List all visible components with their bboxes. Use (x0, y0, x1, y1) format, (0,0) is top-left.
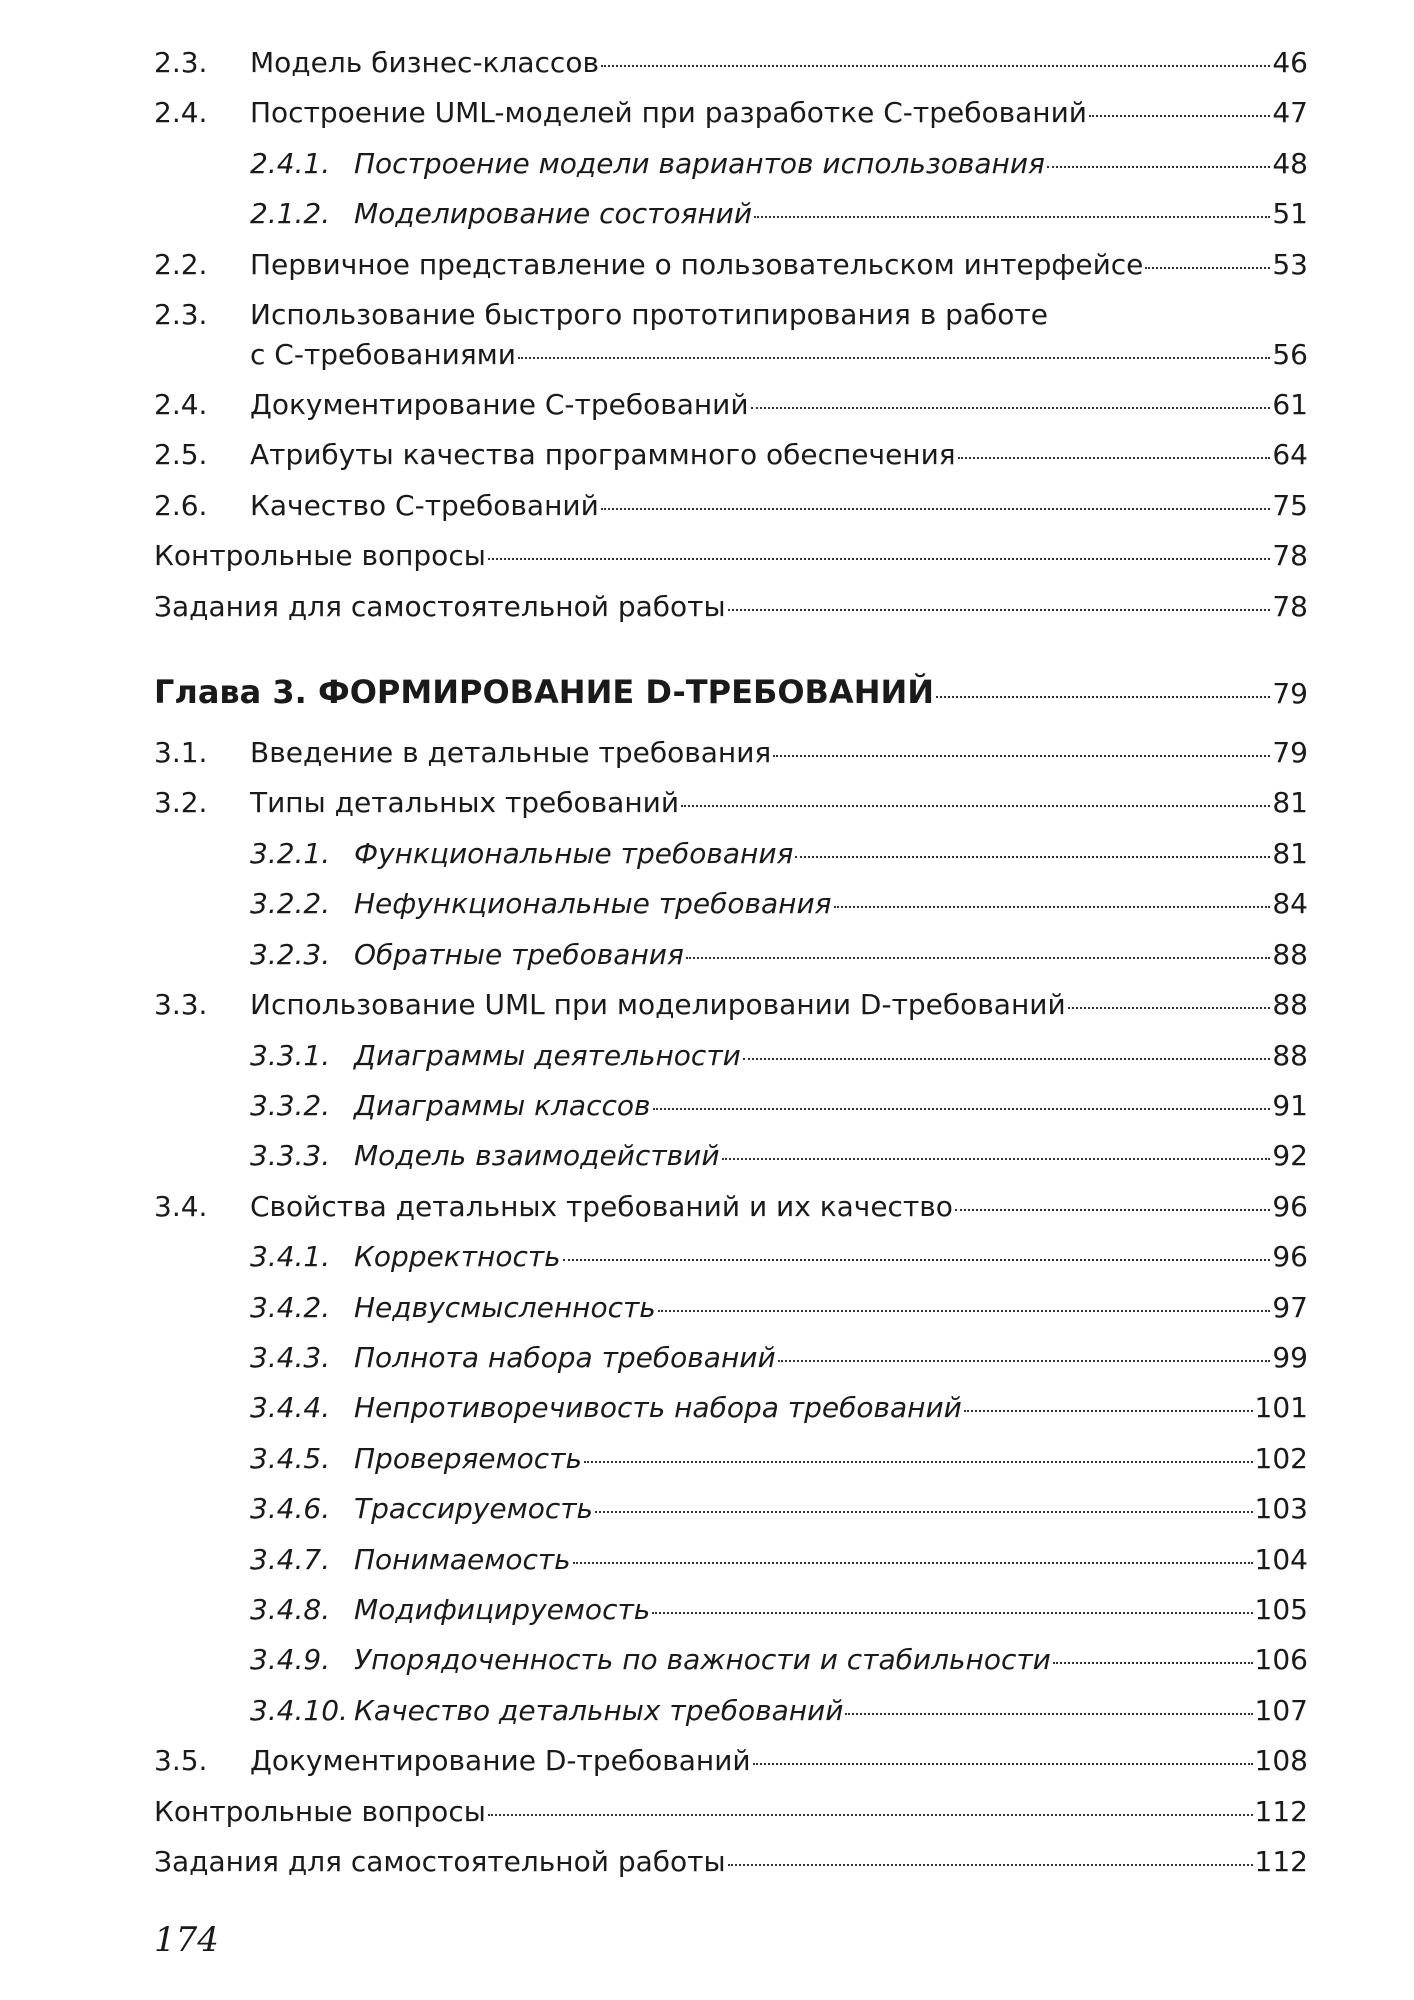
toc-subentry[interactable] (154, 1131, 1308, 1181)
toc-number: 3.2.3. (250, 937, 331, 971)
toc-page: 47 (1272, 96, 1308, 130)
toc-title: Контрольные вопросы (154, 539, 486, 573)
toc-number: 3.4.10. (250, 1693, 348, 1727)
toc-number: 3.4.2. (250, 1290, 331, 1324)
toc-page: 102 (1254, 1441, 1308, 1475)
toc-page: 46 (1272, 46, 1308, 79)
toc-subentry[interactable] (154, 1434, 1308, 1484)
toc-entry[interactable] (154, 380, 1308, 430)
toc-page: 64 (1272, 438, 1308, 472)
toc-title: Недвусмысленность (354, 1290, 656, 1324)
toc-subentry[interactable] (154, 829, 1308, 879)
dot-leader (1145, 267, 1270, 269)
toc-number: 3.1. (154, 736, 208, 770)
toc-number: 2.5. (154, 438, 208, 472)
toc-subentry[interactable] (154, 1585, 1308, 1635)
toc-subentry[interactable] (154, 879, 1308, 929)
toc-entry[interactable] (154, 1736, 1308, 1786)
toc-page: 112 (1254, 1794, 1308, 1828)
toc-page: 96 (1272, 1189, 1308, 1223)
toc-page: 103 (1254, 1492, 1308, 1526)
toc-subentry[interactable] (154, 189, 1308, 239)
toc-title: Качество С-требований (250, 488, 599, 522)
dot-leader (653, 1108, 1271, 1110)
toc-title: Модель взаимодействий (354, 1139, 720, 1173)
toc-number: 3.3.3. (250, 1139, 331, 1173)
toc-page: 61 (1272, 388, 1308, 422)
toc-subentry[interactable] (154, 1283, 1308, 1333)
dot-leader (1068, 1007, 1271, 1009)
toc-page: 104 (1254, 1542, 1308, 1576)
toc-number: 3.5. (154, 1744, 208, 1778)
toc-page: 99 (1272, 1340, 1308, 1374)
toc-page: 75 (1272, 488, 1308, 522)
toc-number: 3.2.1. (250, 836, 331, 870)
toc-title: Обратные требования (354, 937, 684, 971)
toc-title: Построение модели вариантов использования (354, 146, 1045, 180)
dot-leader (658, 1310, 1271, 1312)
toc-title: Задания для самостоятельной работы (154, 589, 726, 623)
dot-leader (743, 1058, 1271, 1060)
toc-subentry[interactable] (154, 1081, 1308, 1131)
dot-leader (754, 216, 1270, 218)
dot-leader (751, 407, 1271, 409)
toc-subentry[interactable] (154, 930, 1308, 980)
toc-title: Качество детальных требований (354, 1693, 844, 1727)
toc-page: 84 (1272, 887, 1308, 921)
toc-number: 3.4.6. (250, 1492, 331, 1526)
toc-title-line1: Использование быстрого прототипирования в работе (250, 298, 1048, 332)
dot-leader (584, 1461, 1253, 1463)
dot-leader (778, 1360, 1271, 1362)
toc-page: 78 (1272, 539, 1308, 573)
toc-title: Построение UML-моделей при разработке С-требований (250, 96, 1087, 130)
toc-page: 81 (1272, 786, 1308, 820)
toc-entry[interactable] (154, 430, 1308, 480)
toc-number: 3.2. (154, 786, 208, 820)
toc-subentry[interactable] (154, 139, 1308, 189)
toc-page: 88 (1272, 937, 1308, 971)
toc-number: 3.3. (154, 988, 208, 1022)
toc-number: 2.4. (154, 388, 208, 422)
dot-leader (595, 1511, 1252, 1513)
dot-leader (686, 957, 1271, 959)
toc-page: 79 (1272, 677, 1308, 711)
toc-entry[interactable] (154, 481, 1308, 531)
toc-number: 2.4.1. (250, 146, 331, 180)
toc-page: 88 (1272, 1038, 1308, 1072)
toc-number: 3.3.1. (250, 1038, 331, 1072)
toc-title: Контрольные вопросы (154, 1794, 486, 1828)
toc-number: 2.6. (154, 488, 208, 522)
dot-leader (722, 1158, 1271, 1160)
toc-title: Документирование D-требований (250, 1744, 751, 1778)
toc-number: 2.3. (154, 46, 208, 79)
page-number: 174 (154, 1920, 219, 1960)
dot-leader (955, 1209, 1270, 1211)
toc-number: 3.4.8. (250, 1592, 331, 1626)
toc-page: 91 (1272, 1088, 1308, 1122)
toc-page: 108 (1254, 1744, 1308, 1778)
toc-page: 53 (1272, 247, 1308, 281)
toc-title: Первичное представление о пользовательском интерфейсе (250, 247, 1144, 281)
toc-subentry[interactable] (154, 1333, 1308, 1383)
toc-title: Моделирование состояний (354, 197, 753, 231)
toc-page: 48 (1272, 146, 1308, 180)
dot-leader (1053, 1662, 1253, 1664)
dot-leader (518, 357, 1270, 359)
toc-subentry[interactable] (154, 1535, 1308, 1585)
toc-title: Использование UML при моделировании D-требований (250, 988, 1066, 1022)
toc-title: Полнота набора требований (354, 1340, 776, 1374)
toc-subentry[interactable] (154, 1635, 1308, 1685)
dot-leader (958, 457, 1271, 459)
toc-title: Задания для самостоятельной работы (154, 1845, 726, 1878)
toc-number: 3.4.4. (250, 1391, 331, 1425)
chapter-title: Глава 3. ФОРМИРОВАНИЕ D-ТРЕБОВАНИЙ (154, 673, 935, 712)
toc-number: 3.4.9. (250, 1643, 331, 1677)
toc-title: Введение в детальные требования (250, 736, 772, 770)
toc-number: 3.2.2. (250, 887, 331, 921)
toc-title: Диаграммы классов (354, 1088, 651, 1122)
toc-title: Диаграммы деятельности (354, 1038, 741, 1072)
toc-title: Трассируемость (354, 1492, 594, 1526)
dot-leader (573, 1562, 1253, 1564)
toc-page: 101 (1254, 1391, 1308, 1425)
dot-leader (601, 508, 1271, 510)
dot-leader (563, 1259, 1271, 1261)
dot-leader (728, 609, 1271, 611)
dot-leader (753, 1763, 1253, 1765)
dot-leader (1047, 166, 1270, 168)
toc-number: 2.4. (154, 96, 208, 130)
toc-title: Проверяемость (354, 1441, 582, 1475)
dot-leader (652, 1612, 1252, 1614)
toc-entry[interactable] (154, 38, 1308, 88)
toc-number: 3.4.3. (250, 1340, 331, 1374)
dot-leader (488, 1814, 1253, 1816)
toc-number: 2.1.2. (250, 197, 331, 231)
toc-subentry[interactable] (154, 1031, 1308, 1081)
dot-leader (728, 1864, 1253, 1866)
toc-page: 79 (1272, 736, 1308, 770)
dot-leader (681, 805, 1270, 807)
toc-subentry[interactable] (154, 1484, 1308, 1534)
toc-page: 78 (1272, 589, 1308, 623)
dot-leader (1089, 115, 1270, 117)
toc-entry[interactable] (154, 728, 1308, 778)
toc-page: 112 (1254, 1845, 1308, 1878)
toc-page: 96 (1272, 1240, 1308, 1274)
toc-entry-plain[interactable] (154, 531, 1308, 581)
toc-title: Непротиворечивость набора требований (354, 1391, 962, 1425)
toc-page: 56 (1272, 338, 1308, 372)
dot-leader (773, 755, 1270, 757)
toc-number: 3.3.2. (250, 1088, 331, 1122)
dot-leader (488, 558, 1271, 560)
toc-entry-plain[interactable] (154, 1837, 1308, 1887)
toc-page: 106 (1254, 1643, 1308, 1677)
toc-number: 3.4.5. (250, 1441, 331, 1475)
toc-page: 51 (1272, 197, 1308, 231)
toc-title-line2: с С-требованиями (250, 338, 516, 372)
dot-leader (845, 1713, 1252, 1715)
toc-chapter-heading[interactable] (154, 664, 1308, 722)
toc-entry-plain[interactable] (154, 1787, 1308, 1837)
toc-page: 107 (1254, 1693, 1308, 1727)
toc-entry[interactable] (154, 980, 1308, 1030)
toc-page: 105 (1254, 1592, 1308, 1626)
toc-title: Понимаемость (354, 1542, 571, 1576)
toc-title: Документирование С-требований (250, 388, 749, 422)
toc-title: Свойства детальных требований и их качество (250, 1189, 953, 1223)
dot-leader (601, 65, 1270, 67)
toc-entry-multiline[interactable] (154, 290, 1308, 380)
dot-leader (795, 856, 1270, 858)
toc-number: 2.3. (154, 298, 208, 332)
toc-number: 2.2. (154, 247, 208, 281)
toc-number: 3.4.7. (250, 1542, 331, 1576)
toc-title: Нефункциональные требования (354, 887, 832, 921)
toc-title: Типы детальных требований (250, 786, 680, 820)
toc-entry[interactable] (154, 88, 1308, 138)
dot-leader (834, 906, 1271, 908)
toc-entry[interactable] (154, 1182, 1308, 1232)
toc-title: Функциональные требования (354, 836, 794, 870)
toc-entry-plain[interactable] (154, 582, 1308, 632)
dot-leader (936, 696, 1270, 698)
toc-entry[interactable] (154, 240, 1308, 290)
toc-page: 81 (1272, 836, 1308, 870)
toc-title: Корректность (354, 1240, 561, 1274)
toc-subentry[interactable] (154, 1686, 1308, 1736)
toc-subentry[interactable] (154, 1383, 1308, 1433)
toc-title: Модифицируемость (354, 1592, 651, 1626)
toc-entry[interactable] (154, 778, 1308, 828)
toc-title: Упорядоченность по важности и стабильности (354, 1643, 1051, 1677)
dot-leader (964, 1410, 1253, 1412)
toc-number: 3.4. (154, 1189, 208, 1223)
toc-title: Атрибуты качества программного обеспечения (250, 438, 956, 472)
toc-number: 3.4.1. (250, 1240, 331, 1274)
toc-page: 88 (1272, 988, 1308, 1022)
table-of-contents (154, 38, 1308, 1887)
toc-page: 97 (1272, 1290, 1308, 1324)
toc-subentry[interactable] (154, 1232, 1308, 1282)
toc-page: 92 (1272, 1139, 1308, 1173)
toc-title: Модель бизнес-классов (250, 46, 599, 79)
